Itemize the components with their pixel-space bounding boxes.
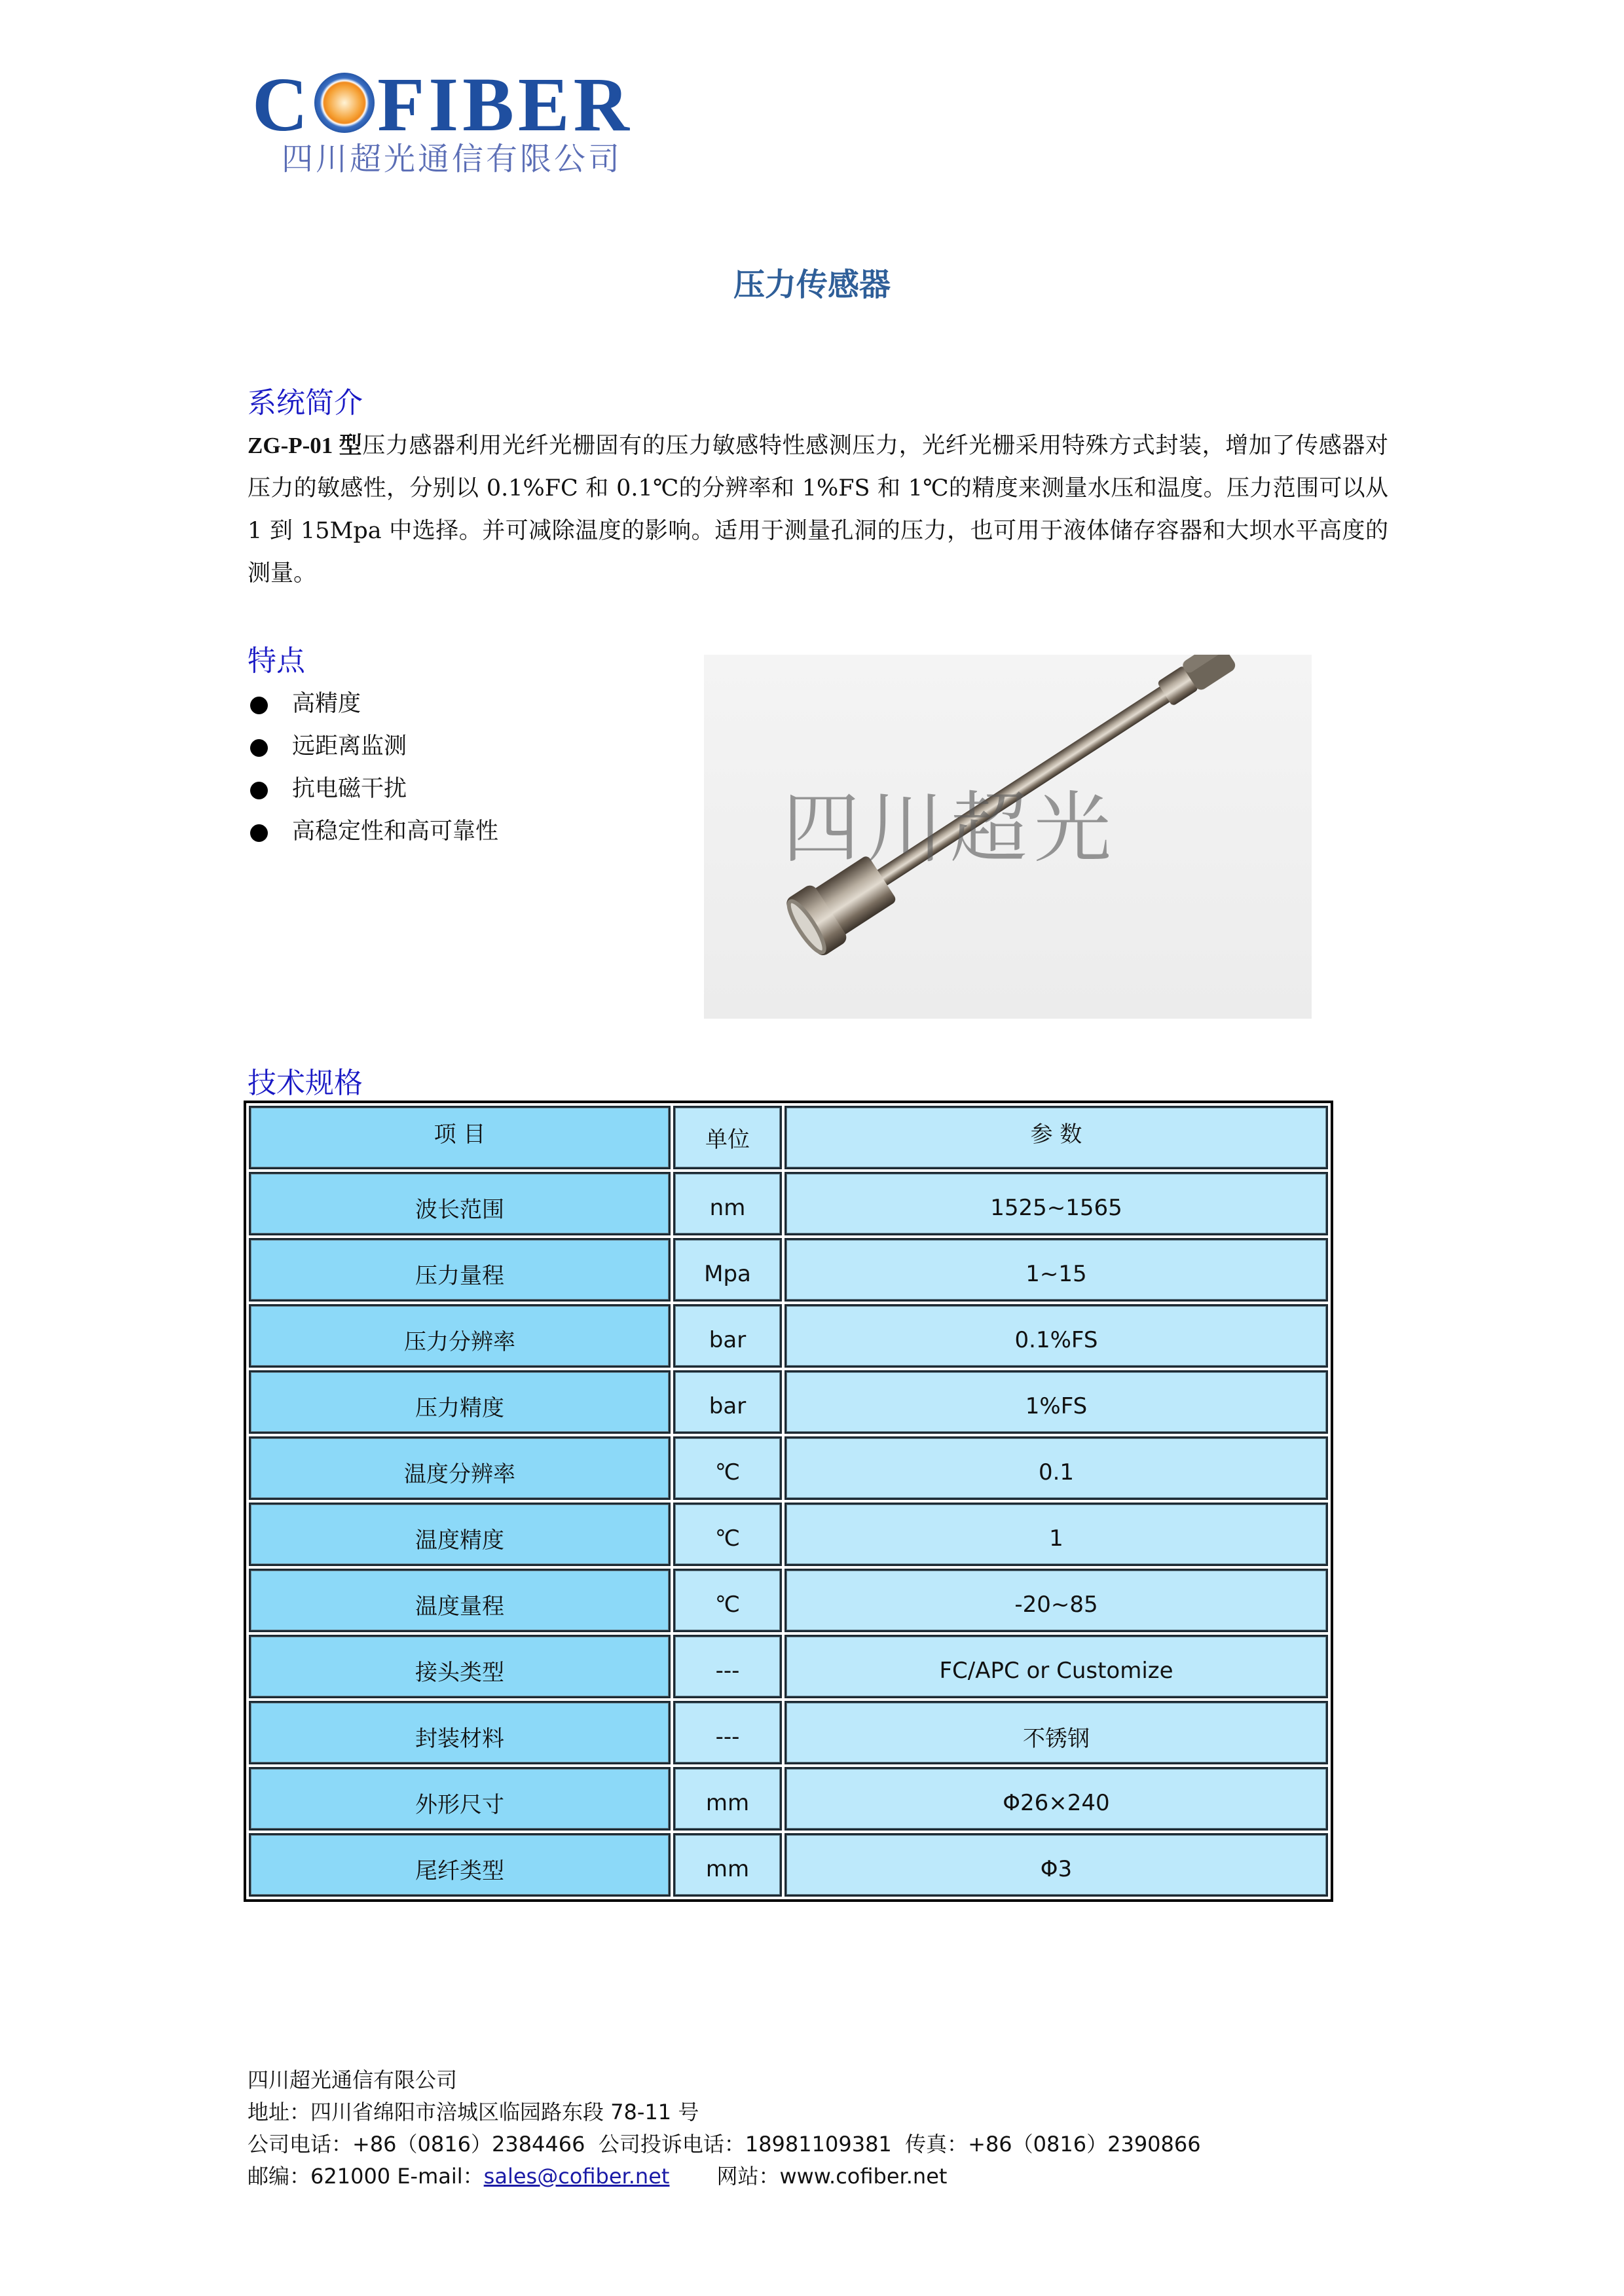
column-header-item: 项 目 [249,1106,671,1169]
cell-unit: bar [673,1370,782,1434]
table-row [249,1370,1328,1434]
table-row [249,1569,1328,1632]
cell-unit: --- [673,1701,782,1764]
logo-subtitle: 四川超光通信有限公司 [282,141,623,177]
document-title: 压力传感器 [733,266,891,303]
email-link[interactable]: sales@cofiber.net [483,2164,670,2189]
cell-unit: Mpa [673,1238,782,1302]
intro-paragraph [248,424,1388,595]
website-link[interactable]: www.cofiber.net [779,2164,948,2189]
image-watermark: 四川超光 [783,783,1118,873]
model-number: ZG-P-01 型 [248,433,363,458]
column-header-value: 参 数 [784,1106,1328,1169]
cell-item: 封装材料 [249,1701,671,1764]
website-label: 网站： [716,2164,780,2189]
specs-table [244,1101,1333,1902]
cell-item: 压力精度 [249,1370,671,1434]
cell-unit: --- [673,1635,782,1698]
cell-unit: ℃ [673,1436,782,1500]
footer-company: 四川超光通信有限公司 [248,2068,458,2092]
cell-unit: nm [673,1172,782,1235]
cell-value: Φ3 [784,1833,1328,1897]
cell-item: 温度量程 [249,1569,671,1632]
cell-item: 压力分辨率 [249,1304,671,1368]
cell-unit: ℃ [673,1569,782,1632]
product-photo [704,655,1312,1019]
table-row [249,1238,1328,1302]
logo-wordmark: C FIBER [252,62,633,147]
intro-text: 压力感器利用光纤光栅固有的压力敏感特性感测压力，光纤光栅采用特殊方式封装，增加了传感器对压力的敏感性，分别以 0.1%FC 和 0.1℃的分辨率和 1%FS 和 1℃的精度来测量水压和温度。压力范围可以从 1 到 15Mpa 中选择。并可减除温度的影响。适用于测量孔洞的压力，也可用于液体储存容器和大坝水平高度的测量。 [248,433,1388,587]
feature-item: 远距离监测 [248,725,498,768]
cell-unit: mm [673,1767,782,1831]
cell-item: 外形尺寸 [249,1767,671,1831]
intro-heading: 系统简介 [248,386,363,420]
cell-value: Φ26×240 [784,1767,1328,1831]
cell-value: 1 [784,1503,1328,1566]
cell-unit: bar [673,1304,782,1368]
table-row [249,1436,1328,1500]
table-row [249,1304,1328,1368]
table-row [249,1767,1328,1831]
features-heading: 特点 [248,644,305,678]
feature-item: 高稳定性和高可靠性 [248,811,498,853]
feature-item: 高精度 [248,683,498,725]
footer-postcode: 邮编：621000 E-mail： [248,2164,484,2189]
table-row [249,1833,1328,1897]
cell-value: 1%FS [784,1370,1328,1434]
cell-unit: ℃ [673,1503,782,1566]
specs-heading: 技术规格 [248,1066,363,1100]
company-logo [252,62,750,177]
bullet-icon [250,824,268,842]
bullet-icon [250,739,268,757]
cell-value: -20~85 [784,1569,1328,1632]
cell-item: 压力量程 [249,1238,671,1302]
cell-unit: mm [673,1833,782,1897]
features-list [248,683,498,853]
bullet-icon [250,697,268,714]
cell-value: 0.1%FS [784,1304,1328,1368]
table-row [249,1172,1328,1235]
feature-item: 抗电磁干扰 [248,768,498,811]
cell-item: 温度分辨率 [249,1436,671,1500]
cell-value: 1525~1565 [784,1172,1328,1235]
cell-item: 波长范围 [249,1172,671,1235]
cell-item: 接头类型 [249,1635,671,1698]
cell-value: FC/APC or Customize [784,1635,1328,1698]
footer-address: 地址：四川省绵阳市涪城区临园路东段 78-11 号 [248,2100,699,2124]
footer-contact [248,2064,1201,2193]
cell-value: 0.1 [784,1436,1328,1500]
table-row [249,1503,1328,1566]
footer-phone: 公司电话：+86（0816）2384466 公司投诉电话：18981109381 传真：+86（0816）2390866 [248,2132,1201,2157]
table-row [249,1701,1328,1764]
table-row [249,1635,1328,1698]
cell-value: 1~15 [784,1238,1328,1302]
cell-value: 不锈钢 [784,1701,1328,1764]
sunburst-o-icon [314,73,375,133]
footer-email-web [248,2160,1201,2193]
cell-item: 温度精度 [249,1503,671,1566]
bullet-icon [250,782,268,799]
table-header-row [249,1106,1328,1169]
column-header-unit: 单位 [673,1106,782,1169]
cell-item: 尾纤类型 [249,1833,671,1897]
